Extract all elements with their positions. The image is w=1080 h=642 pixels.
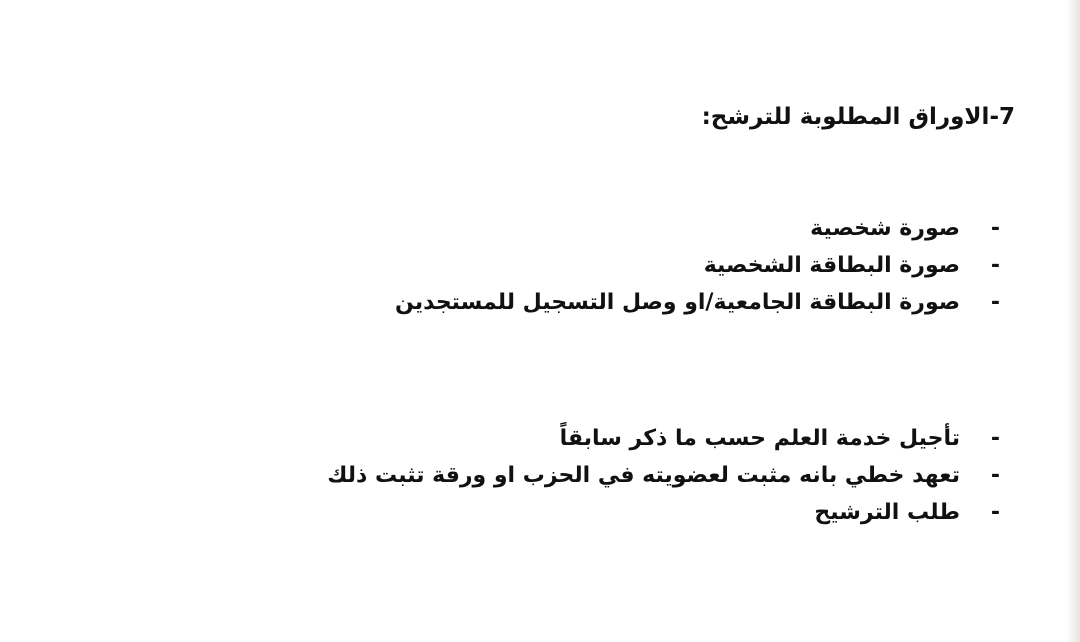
list-item: - تأجيل خدمة العلم حسب ما ذكر سابقاً xyxy=(327,420,960,457)
page-edge-shadow xyxy=(1066,0,1080,642)
list-item: - صورة شخصية xyxy=(395,210,960,247)
list-item: - تعهد خطي بانه مثبت لعضويته في الحزب او ورقة تثبت ذلك xyxy=(327,457,960,494)
list-item: - طلب الترشيح xyxy=(327,494,960,531)
section-heading: 7-الاوراق المطلوبة للترشح: xyxy=(701,104,1015,130)
required-documents-list xyxy=(395,210,960,321)
list-item: - صورة البطاقة الجامعية/او وصل التسجيل للمستجدين xyxy=(395,284,960,321)
additional-documents-list xyxy=(327,420,960,531)
list-item: - صورة البطاقة الشخصية xyxy=(395,247,960,284)
